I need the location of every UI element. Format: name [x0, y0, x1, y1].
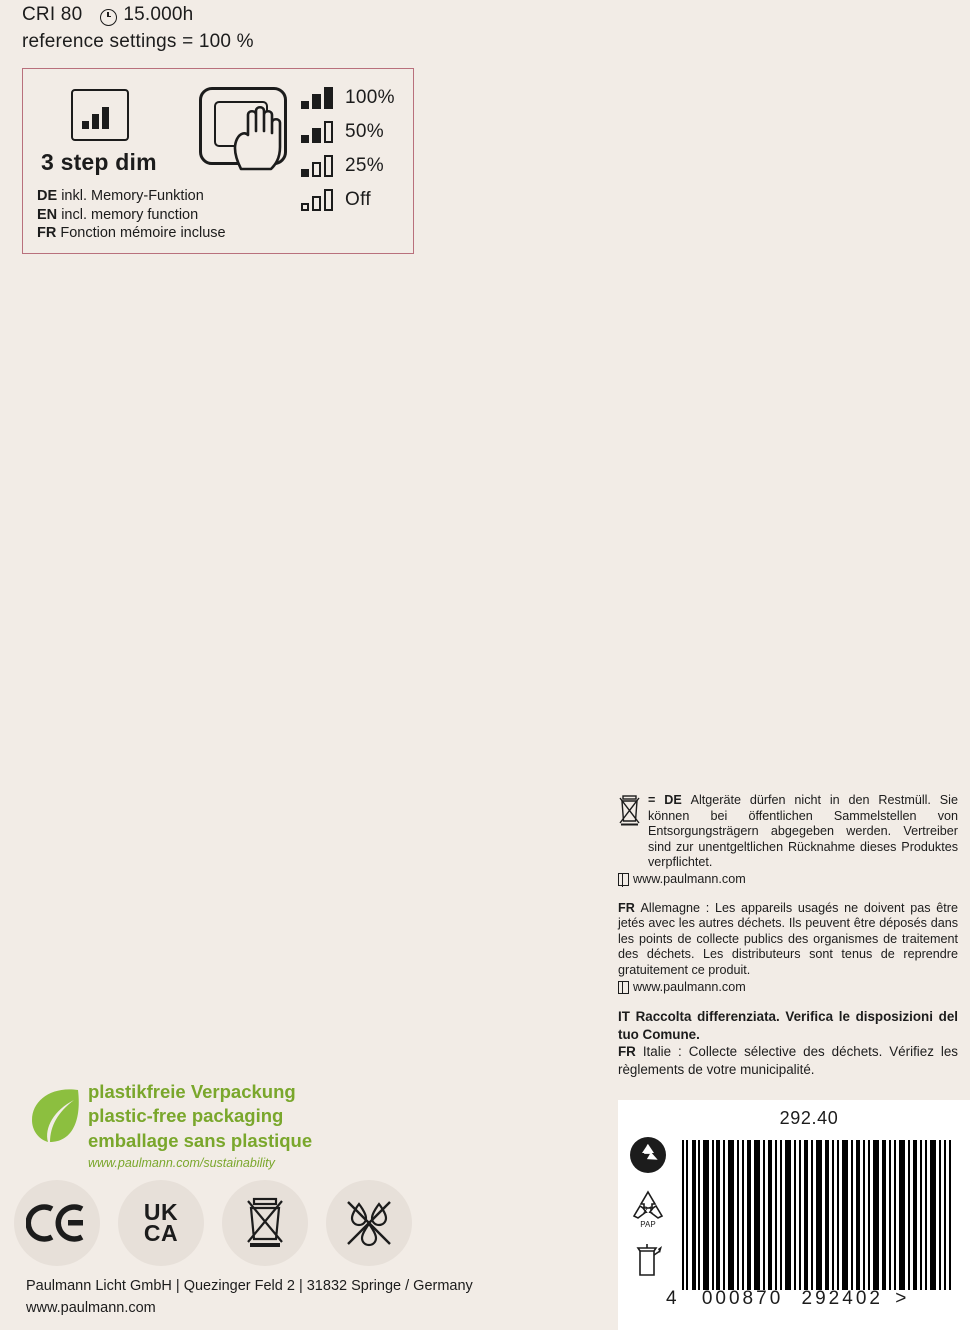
dim-step-label-50: 50% [345, 121, 384, 142]
dim-step-bars-off [301, 189, 335, 211]
disposal-it-text: Raccolta differenziata. Verifica le disposizioni del tuo Comune. [618, 1009, 958, 1042]
ukca-mark-badge [118, 1180, 204, 1266]
sustainability-url[interactable]: www.paulmann.com/sustainability [88, 1156, 275, 1171]
manual-icon [618, 981, 629, 994]
disposal-it-block [618, 1008, 958, 1078]
green-dot-icon [628, 1135, 682, 1180]
disposal-de-block [618, 793, 958, 888]
lang-text-de: inkl. Memory-Funktion [61, 188, 204, 204]
sustain-line-fr: emballage sans plastique [88, 1129, 313, 1151]
lang-code-en: EN [37, 206, 58, 223]
disposal-fr-paragraph [618, 901, 958, 979]
disposal-de-prefix: = DE [648, 793, 691, 807]
dim-step-bars-50 [301, 121, 335, 143]
leaf-icon [26, 1084, 84, 1146]
lang-text-en: incl. memory function [61, 206, 199, 223]
barcode-digit-end: > [895, 1288, 910, 1309]
ukca-mark-icon [143, 1198, 179, 1246]
plastic-free-packaging-badge [26, 1070, 326, 1170]
ce-mark-icon [26, 1203, 88, 1243]
disposal-it-prefix: IT [618, 1009, 636, 1025]
lang-text-fr: Fonction mémoire incluse [60, 225, 226, 242]
disposal-de-text: Altgeräte dürfen nicht in den Restmüll. Sie können bei öffentlichen Sammelstellen von Entsorgungsträgern abgegeben werden. Vertreiber sind zur unentgeltlichen Rücknahme dieses Produktes verpflichtet. [648, 793, 958, 870]
wall-switch-hand-icon [195, 85, 295, 173]
lifetime-value: 15.000h [123, 4, 194, 25]
disposal-de-url-line [618, 872, 958, 888]
dim-step-label-off: Off [345, 189, 371, 210]
footer [26, 1276, 473, 1320]
dim-lang-en [37, 206, 226, 225]
footer-url[interactable]: www.paulmann.com [26, 1299, 156, 1316]
disposal-fr2-prefix: FR [618, 1044, 643, 1060]
disposal-information [618, 793, 958, 1078]
product-specs [22, 4, 522, 53]
pap-code: 21 [642, 1205, 654, 1215]
sustain-line-en: plastic-free packaging [88, 1105, 284, 1127]
spec-line-cri-lifetime [22, 4, 522, 26]
barcode-digits [666, 1288, 966, 1310]
weee-crossed-bin-badge [222, 1180, 308, 1266]
disposal-fr2-text: Italie : Collecte sélective des déchets. Vérifiez les règlements de votre municipalité. [618, 1044, 958, 1077]
footer-company: Paulmann Licht GmbH | Quezinger Feld 2 | 31832 Springe / Germany [26, 1278, 473, 1294]
dim-lang-fr [37, 224, 226, 243]
clock-icon [100, 9, 117, 26]
barcode-bars [682, 1140, 952, 1290]
sustainability-text [88, 1080, 312, 1172]
disposal-de-text-wrap [648, 793, 958, 871]
barcode-digit-left: 4 [666, 1288, 680, 1309]
pap-recycle-icon [628, 1186, 682, 1235]
dim-step-row [301, 183, 395, 217]
certification-icons [14, 1180, 434, 1266]
ukca-line2: CA [143, 1220, 179, 1246]
disposal-fr-text: Allemagne : Les appareils usagés ne doivent pas être jetés avec les autres déchets. Ils peuvent être déposés dans les points de collecte publics des organismes de traitement des déchets. Les distributeurs sont tenus de reprendre gratuitement ce produit. [618, 900, 958, 978]
dim-language-list [37, 187, 226, 243]
lang-code-fr: FR [37, 225, 57, 242]
reference-settings: reference settings = 100 % [22, 31, 254, 52]
disposal-it-paragraph [618, 1008, 958, 1043]
barcode-digits-right: 292402 [801, 1288, 883, 1309]
dispose-in-bin-icon [628, 1241, 682, 1288]
manual-icon [618, 873, 629, 886]
no-water-drops-icon [342, 1196, 396, 1250]
no-water-badge [326, 1180, 412, 1266]
disposal-de-url[interactable]: www.paulmann.com [633, 872, 746, 887]
ukca-line1: UK [143, 1198, 179, 1225]
dim-level-icon [71, 89, 129, 141]
dim-step-label-25: 25% [345, 155, 384, 176]
article-number: 292.40 [779, 1108, 839, 1128]
dim-lang-de [37, 187, 226, 206]
disposal-fr-url-line [618, 980, 958, 996]
recycling-icons [628, 1135, 682, 1294]
disposal-fr2-paragraph [618, 1043, 958, 1078]
cri-value: CRI 80 [22, 4, 83, 25]
crossed-bin-icon [242, 1195, 288, 1251]
barcode-panel [618, 1100, 970, 1330]
disposal-fr-url[interactable]: www.paulmann.com [633, 979, 746, 994]
dim-step-bars-25 [301, 155, 335, 177]
disposal-de-head [618, 793, 958, 871]
dim-step-row [301, 81, 395, 115]
dim-step-label-100: 100% [345, 87, 395, 108]
crossed-bin-icon [618, 794, 642, 826]
dim-step-bars-100 [301, 87, 335, 109]
pap-label: PAP [640, 1220, 656, 1229]
ce-mark-badge [14, 1180, 100, 1266]
disposal-fr-prefix: FR [618, 900, 641, 915]
lang-code-de: DE [37, 188, 58, 204]
dim-step-row [301, 115, 395, 149]
sustain-line-de: plastikfreie Verpackung [88, 1081, 296, 1102]
dim-title: 3 step dim [41, 149, 157, 175]
three-step-dim-box [22, 68, 414, 254]
dim-step-row [301, 149, 395, 183]
disposal-fr-block [618, 901, 958, 996]
dim-steps-list [301, 81, 395, 217]
barcode-digits-main: 000870 [701, 1288, 784, 1309]
hand-icon [231, 99, 293, 171]
